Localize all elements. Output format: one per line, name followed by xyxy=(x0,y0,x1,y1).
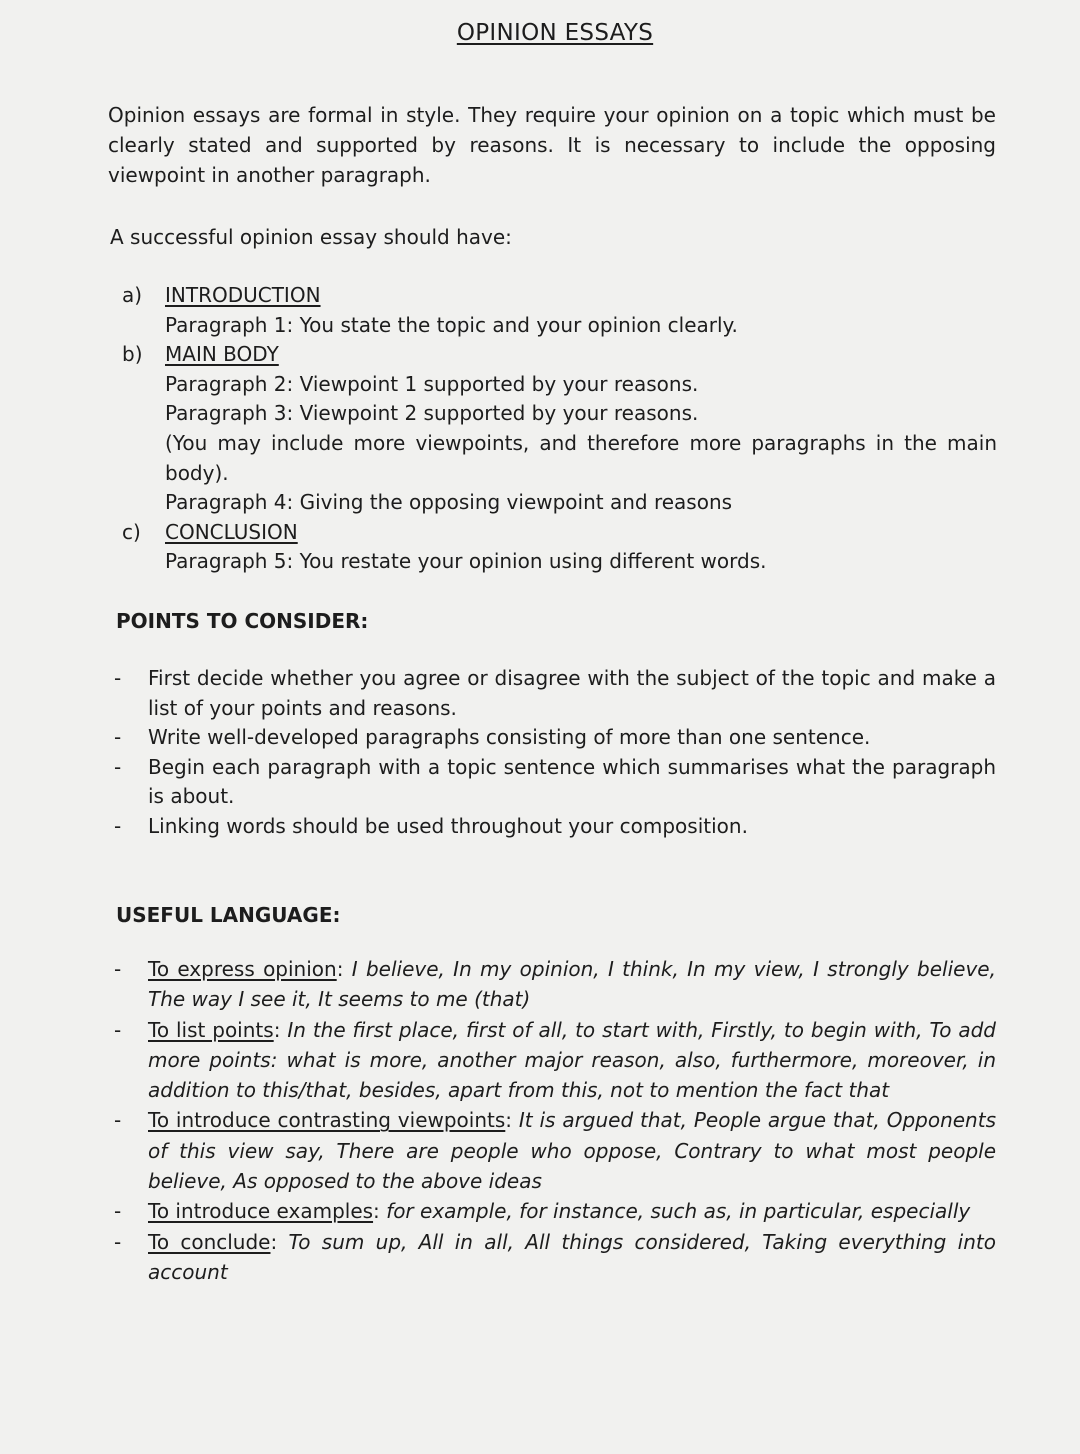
language-examples: In the first place, first of all, to start with, Firstly, to begin with, To add more points: what is more, another major reason, also, furthermore, moreover, in addition to this/that, besides, apart from this, not to mention the fact that xyxy=(148,1017,996,1103)
list-item: - Linking words should be used throughout your composition. xyxy=(112,812,996,842)
points-heading: POINTS TO CONSIDER: xyxy=(116,609,369,633)
page-title: OPINION ESSAYS xyxy=(456,20,654,46)
paragraph-text: You restate your opinion using different words. xyxy=(293,549,767,574)
language-cue: To introduce examples xyxy=(148,1199,374,1224)
paragraph-text: Viewpoint 1 supported by your reasons. xyxy=(293,371,699,396)
language-list xyxy=(112,954,996,1287)
language-cue: To introduce contrasting viewpoints xyxy=(148,1108,506,1133)
language-examples: for example, for instance, such as, in particular, especially xyxy=(386,1199,971,1224)
paragraph-label: Paragraph 1: xyxy=(165,312,294,337)
section-letter: c) xyxy=(122,519,141,544)
paragraph-text: Giving the opposing viewpoint and reasons xyxy=(293,490,733,515)
paragraph-text: You state the topic and your opinion clearly. xyxy=(293,312,738,337)
outline-section-main-body xyxy=(122,340,997,370)
paragraph-label: Paragraph 2: xyxy=(165,371,294,396)
list-item xyxy=(112,954,996,1015)
paragraph-text: Viewpoint 2 supported by your reasons. xyxy=(293,401,699,426)
language-cue: To list points xyxy=(148,1017,274,1042)
paragraph-label: Paragraph 3: xyxy=(165,401,294,426)
main-body-note: (You may include more viewpoints, and therefore more paragraphs in the main body). xyxy=(165,430,997,485)
points-list xyxy=(112,664,996,842)
paragraph-2-line xyxy=(165,370,997,400)
paragraph-3-line xyxy=(165,399,997,429)
section-letter: b) xyxy=(122,342,143,367)
paragraph-4-line xyxy=(165,488,997,518)
list-item xyxy=(112,1227,996,1288)
list-item: - Begin each paragraph with a topic sentence which summarises what the paragraph is about. xyxy=(112,753,996,812)
cue-colon: : xyxy=(273,1017,288,1042)
language-examples: To sum up, All in all, All things considered, Taking everything into account xyxy=(148,1229,996,1284)
cue-colon: : xyxy=(336,957,352,981)
list-item: - First decide whether you agree or disagree with the subject of the topic and make a list of your points and reasons. xyxy=(112,664,996,723)
section-heading: INTRODUCTION xyxy=(165,283,321,307)
paragraph-label: Paragraph 5: xyxy=(165,549,294,574)
essay-outline xyxy=(122,281,997,577)
cue-colon: : xyxy=(505,1108,519,1133)
should-have-line: A successful opinion essay should have: xyxy=(110,225,512,249)
list-item: - Write well-developed paragraphs consisting of more than one sentence. xyxy=(112,723,996,753)
outline-section-introduction xyxy=(122,281,997,311)
outline-section-conclusion xyxy=(122,518,997,548)
cue-colon: : xyxy=(373,1199,387,1224)
language-heading: USEFUL LANGUAGE: xyxy=(116,903,341,927)
list-item xyxy=(112,1015,996,1106)
language-cue: To conclude xyxy=(148,1229,271,1254)
language-examples: I believe, In my opinion, I think, In my view, I strongly believe, The way I see it, It seems to me (that) xyxy=(148,957,996,1012)
list-item xyxy=(112,1196,996,1226)
language-examples: It is argued that, People argue that, Opponents of this view say, There are people who oppose, Contrary to what most people believe, As opposed to the above ideas xyxy=(148,1108,996,1194)
paragraph-label: Paragraph 4: xyxy=(165,490,294,515)
paragraph-5-line xyxy=(165,547,997,577)
language-cue: To express opinion xyxy=(148,957,337,981)
section-letter: a) xyxy=(122,283,143,307)
section-heading: CONCLUSION xyxy=(165,519,298,544)
intro-paragraph: Opinion essays are formal in style. They require your opinion on a topic which must be clearly stated and supported by reasons. It is necessary to include the opposing viewpoint in another paragraph. xyxy=(108,103,996,187)
cue-colon: : xyxy=(270,1229,289,1254)
section-heading: MAIN BODY xyxy=(165,342,279,367)
paragraph-1-line xyxy=(165,311,997,341)
list-item xyxy=(112,1105,996,1196)
